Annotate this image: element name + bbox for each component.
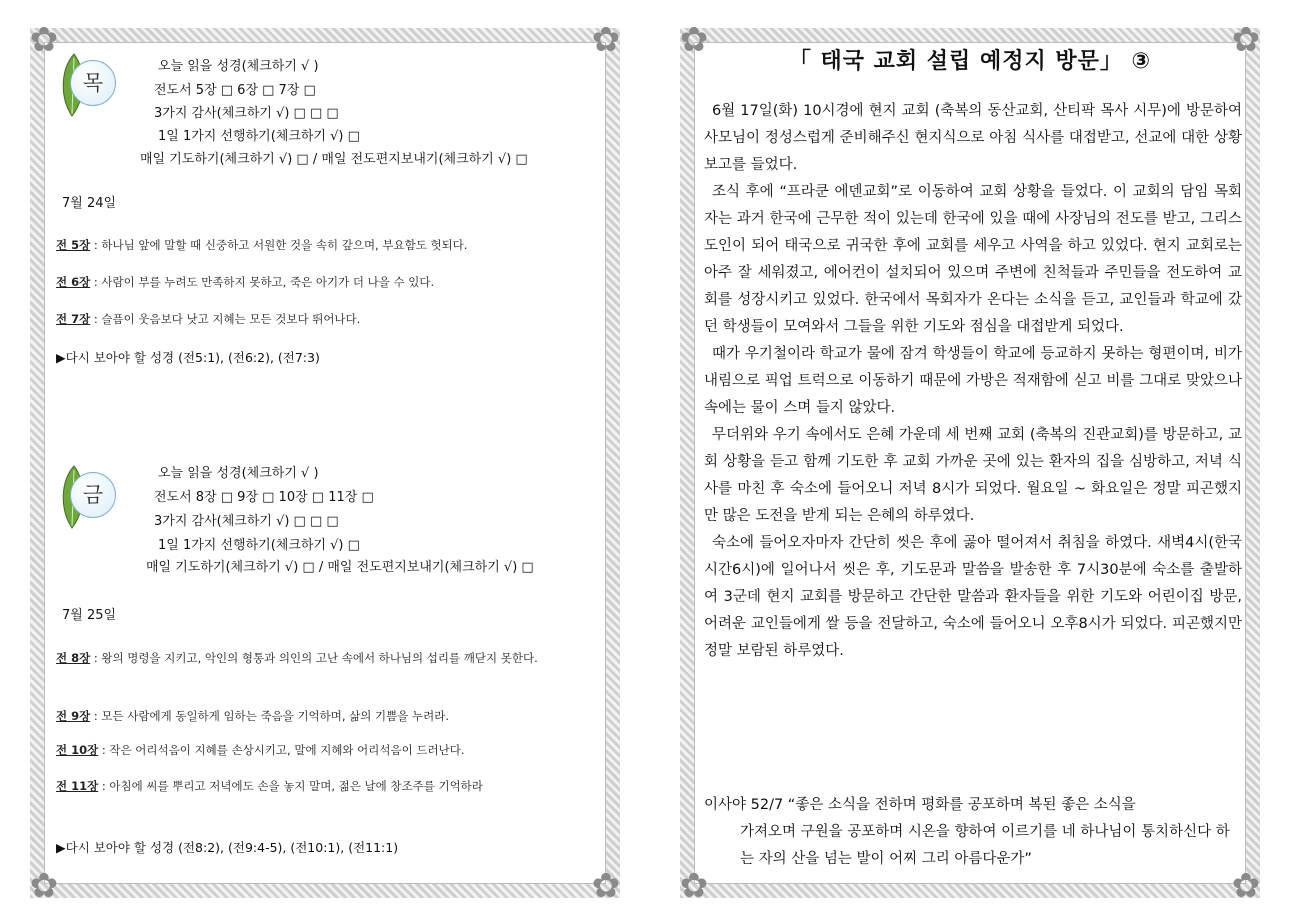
flower-ornament-icon: ✿	[29, 20, 59, 60]
weekday-label: 목	[70, 60, 116, 106]
paragraph: 조식 후에 “프라쿤 에덴교회”로 이동하여 교회 상황을 들었다. 이 교회의 담임 목회자는 과거 한국에 근무한 적이 있는데 한국에 있을 때에 사장님의 전도를 받고, 그리스도인이 되어 태국으로 귀국한 후에 교회를 세우고 사역을 하고 있었다. 현지 교회로는 아주 잘 세워졌고, 에어컨이 설치되어 있으며 주변에 친척들과 주민들을 전도하여 교회를 성장시키고 있었다. 한국에서 목회자가 온다는 소식을 듣고, 교인들과 학교에 갔던 학생들이 모여와서 그들을 위한 기도와 점심을 대접받게 되었다.	[704, 184, 1242, 335]
reading-chapters-line[interactable]: 전도서 8장 □ 9장 □ 10장 □ 11장 □	[154, 490, 374, 505]
prayer-letter-check-line[interactable]: 매일 기도하기(체크하기 √) □ / 매일 전도편지보내기(체크하기 √) □	[146, 560, 534, 575]
verse-summary: 전 5장 : 하나님 앞에 말할 때 신중하고 서원한 것을 속히 갚으며, 부요함도 헛되다.	[56, 238, 468, 252]
day-badge	[56, 50, 118, 120]
flower-ornament-icon: ✿	[1231, 866, 1261, 906]
paragraph: 무더위와 우기 속에서도 은혜 가운데 세 번째 교회 (축복의 진관교회)를 방문하고, 교회 상황을 듣고 함께 기도한 후 교회 가까운 곳에 있는 환자의 집을 심방하고, 저녁 식사를 마친 후 숙소에 들어오니 저녁 8시가 되었다. 월요일 ~ 화요일은 정말 피곤했지만 많은 도전을 받게 되는 은혜의 하루였다.	[704, 427, 1242, 524]
flower-ornament-icon: ✿	[1231, 20, 1261, 60]
verse-summary: 전 11장 : 아침에 씨를 뿌리고 저녁에도 손을 놓지 말며, 젊은 날에 창조주를 기억하라	[56, 779, 483, 793]
prayer-letter-check-line[interactable]: 매일 기도하기(체크하기 √) □ / 매일 전도편지보내기(체크하기 √) □	[140, 152, 528, 167]
paragraph: 숙소에 들어오자마자 간단히 씻은 후에 곯아 떨어져서 취침을 하였다. 새벽4시(한국시간6시)에 일어나서 씻은 후, 기도문과 말씀을 발송한 후 7시30분에 숙소를 출발하여 3군데 현지 교회를 방문하고 간단한 말씀과 환자들을 위한 기도와 어린이집 방문, 어려운 교인들에게 쌀 등을 전달하고, 숙소에 들어오니 오후8시가 되었다. 피곤했지만 정말 보람된 하루였다.	[704, 535, 1242, 659]
verse-summary: 전 9장 : 모든 사람에게 동일하게 임하는 죽음을 기억하며, 삶의 기쁨을 누려라.	[56, 709, 450, 723]
good-deed-check-line[interactable]: 1일 1가지 선행하기(체크하기 √) □	[158, 538, 360, 553]
date-label: 7월 24일	[62, 196, 117, 211]
right-page	[679, 20, 1261, 906]
scripture-line: 가져오며 구원을 공포하며 시온을 향하여 이르기를 네 하나님이 통치하신다 하는 자의 산을 넘는 발이 어찌 그리 아름다운가”	[740, 824, 1230, 867]
flower-ornament-icon: ✿	[591, 866, 621, 906]
verse-summary: 전 7장 : 슬픔이 웃음보다 낫고 지혜는 모든 것보다 뛰어나다.	[56, 312, 361, 326]
flower-ornament-icon: ✿	[29, 866, 59, 906]
scripture-line: 이사야 52/7 “좋은 소식을 전하며 평화를 공포하며 복된 좋은 소식을	[704, 797, 1136, 813]
scripture-quote	[704, 792, 1242, 873]
reading-check-line: 오늘 읽을 성경(체크하기 √ )	[158, 59, 319, 74]
flower-ornament-icon: ✿	[591, 20, 621, 60]
gratitude-check-line[interactable]: 3가지 감사(체크하기 √) □ □ □	[154, 106, 339, 121]
flower-ornament-icon: ✿	[679, 20, 709, 60]
page-title: 「 태국 교회 설립 예정지 방문」 ③	[788, 49, 1152, 74]
date-label: 7월 25일	[62, 608, 117, 623]
reading-chapters-line[interactable]: 전도서 5장 □ 6장 □ 7장 □	[154, 83, 316, 98]
paragraph: 때가 우기철이라 학교가 물에 잠겨 학생들이 학교에 등교하지 못하는 형편이며, 비가 내림으로 픽업 트럭으로 이동하기 때문에 가방은 적재함에 싣고 비를 그대로 맞았으나 속에는 물이 스며 들지 않았다.	[704, 346, 1242, 416]
gratitude-check-line[interactable]: 3가지 감사(체크하기 √) □ □ □	[154, 514, 339, 529]
review-verses: ▶다시 보아야 할 성경 (전8:2), (전9:4-5), (전10:1), (전11:1)	[56, 840, 399, 855]
verse-summary: 전 6장 : 사람이 부를 누려도 만족하지 못하고, 죽은 아기가 더 나을 수 있다.	[56, 275, 435, 289]
flower-ornament-icon: ✿	[679, 866, 709, 906]
verse-summary: 전 8장 : 왕의 명령을 지키고, 악인의 형통과 의인의 고난 속에서 하나님의 섭리를 깨닫지 못한다.	[56, 651, 538, 665]
verse-summary: 전 10장 : 작은 어리석음이 지혜를 손상시키고, 말에 지혜와 어리석음이 드러난다.	[56, 743, 465, 757]
day-badge	[56, 462, 118, 532]
paragraph: 6월 17일(화) 10시경에 현지 교회 (축복의 동산교회, 산티팍 목사 시무)에 방문하여 사모님이 정성스럽게 준비해주신 현지식으로 아침 식사를 대접받고, 선교에 대한 상황 보고를 들었다.	[704, 103, 1242, 173]
weekday-label: 금	[70, 472, 116, 518]
left-page	[29, 20, 621, 906]
good-deed-check-line[interactable]: 1일 1가지 선행하기(체크하기 √) □	[158, 129, 360, 144]
review-verses: ▶다시 보아야 할 성경 (전5:1), (전6:2), (전7:3)	[56, 350, 320, 365]
report-body	[704, 98, 1242, 665]
reading-check-line: 오늘 읽을 성경(체크하기 √ )	[158, 466, 319, 481]
